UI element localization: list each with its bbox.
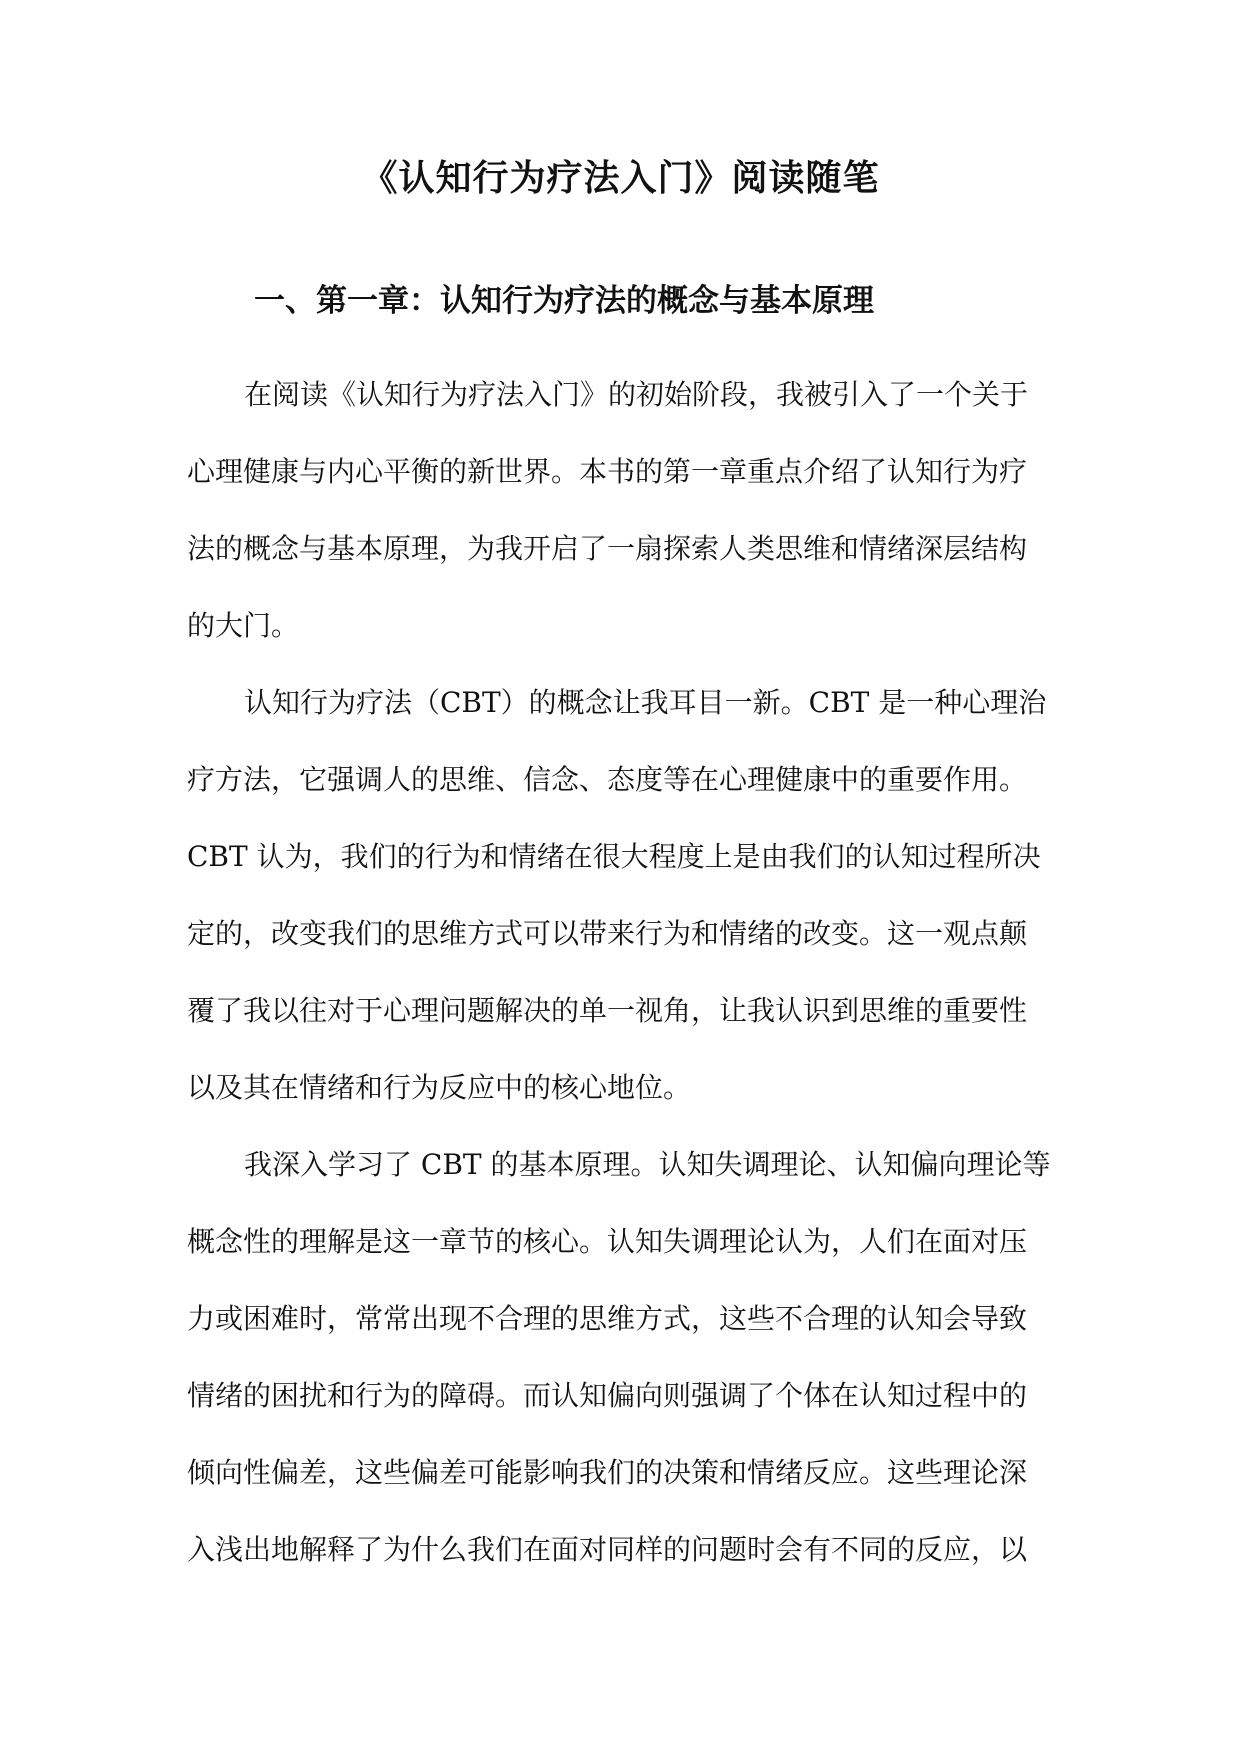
document-title: 《认知行为疗法入门》阅读随笔: [361, 157, 880, 199]
paragraph-line: 法的概念与基本原理，为我开启了一扇探索人类思维和情绪深层结构: [187, 532, 1028, 565]
paragraph-line: 在阅读《认知行为疗法入门》的初始阶段，我被引入了一个关于: [244, 378, 1029, 411]
paragraph-line: 情绪的困扰和行为的障碍。而认知偏向则强调了个体在认知过程中的: [187, 1379, 1028, 1412]
paragraph-line: 我深入学习了 CBT 的基本原理。认知失调理论、认知偏向理论等: [244, 1148, 1051, 1181]
paragraph-line: 认知行为疗法（CBT）的概念让我耳目一新。CBT 是一种心理治: [244, 686, 1047, 719]
paragraph-line: 以及其在情绪和行为反应中的核心地位。: [187, 1071, 692, 1104]
paragraph-line: 覆了我以往对于心理问题解决的单一视角，让我认识到思维的重要性: [187, 994, 1028, 1027]
paragraph-line: 疗方法，它强调人的思维、信念、态度等在心理健康中的重要作用。: [187, 763, 1028, 796]
paragraph-line: 入浅出地解释了为什么我们在面对同样的问题时会有不同的反应，以: [187, 1533, 1028, 1566]
body-text: [187, 356, 1067, 1588]
paragraph-line: 的大门。: [187, 609, 300, 642]
paragraph-line: 力或困难时，常常出现不合理的思维方式，这些不合理的认知会导致: [187, 1302, 1028, 1335]
paragraph-line: 概念性的理解是这一章节的核心。认知失调理论认为，人们在面对压: [187, 1225, 1028, 1258]
paragraph-line: 倾向性偏差，这些偏差可能影响我们的决策和情绪反应。这些理论深: [187, 1456, 1028, 1489]
section-heading: 一、第一章：认知行为疗法的概念与基本原理: [254, 283, 874, 319]
paragraph-line: 心理健康与内心平衡的新世界。本书的第一章重点介绍了认知行为疗: [187, 455, 1028, 488]
paragraph-line: 定的，改变我们的思维方式可以带来行为和情绪的改变。这一观点颠: [187, 917, 1028, 950]
paragraph-line: CBT 认为，我们的行为和情绪在很大程度上是由我们的认知过程所决: [187, 840, 1041, 873]
